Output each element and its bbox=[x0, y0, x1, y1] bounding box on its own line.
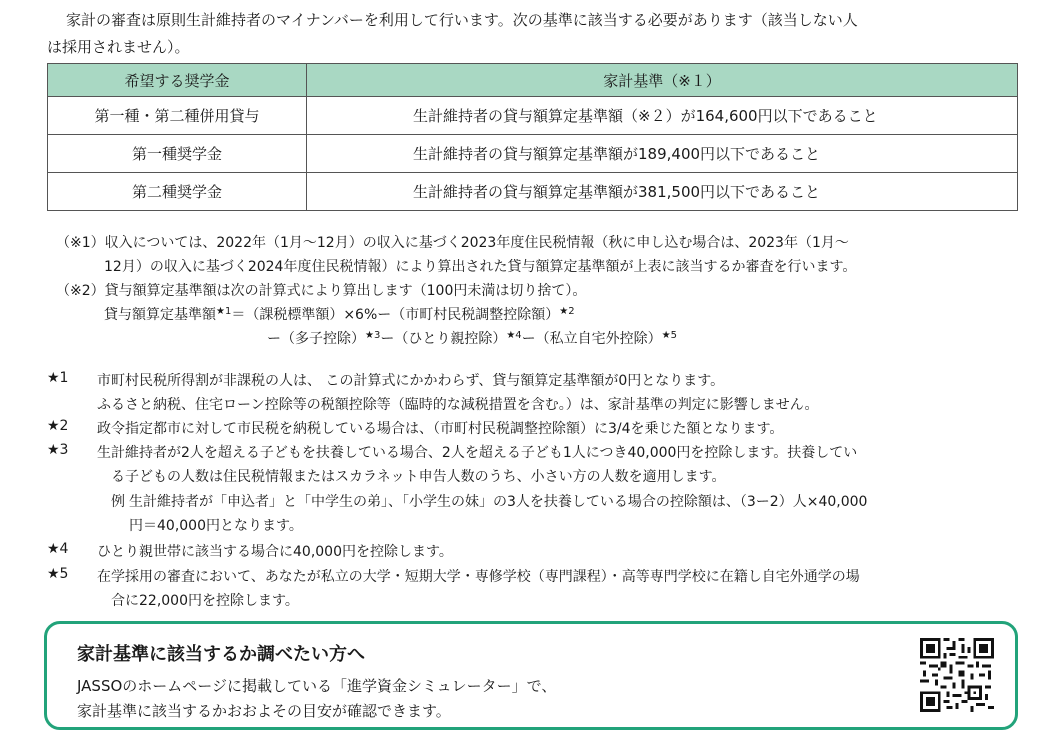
intro-line-1: 家計の審査は原則生計維持者のマイナンバーを利用して行います。次の基準に該当する必要があります（該当しない人 bbox=[66, 11, 858, 29]
intro-line-2: は採用されません）。 bbox=[47, 38, 190, 56]
household-criteria-table bbox=[47, 63, 1018, 211]
table-cell-criteria: 生計維持者の貸与額算定基準額が189,400円以下であること bbox=[307, 135, 1018, 173]
star-5-mark: ★5 bbox=[47, 566, 69, 582]
formula-term-4: ー（私立自宅外控除） bbox=[521, 331, 662, 347]
star-ref-2: ★2 bbox=[559, 306, 575, 317]
note-1-line-2: 12月）の収入に基づく2024年度住民税情報）により算出された貸与額算定基準額が上表に該当するか審査を行います。 bbox=[104, 259, 857, 275]
note-2-line-1: （※2）貸与額算定基準額は次の計算式により算出します（100円未満は切り捨て）。 bbox=[56, 283, 587, 299]
table-row bbox=[48, 97, 1018, 135]
star-ref-5: ★5 bbox=[661, 330, 677, 341]
star-3-line-2: る子どもの人数は住民税情報またはスカラネット申告人数のうち、小さい方の人数を適用します。 bbox=[111, 469, 726, 485]
star-3-mark: ★3 bbox=[47, 442, 69, 458]
qr-code-icon[interactable] bbox=[920, 638, 994, 712]
note-1-line-1: （※1）収入については、2022年（1月〜12月）の収入に基づく2023年度住民税情報（秋に申し込む場合は、2023年（1月〜 bbox=[56, 235, 849, 251]
table-row bbox=[48, 135, 1018, 173]
formula-line-1 bbox=[104, 304, 575, 324]
table-row bbox=[48, 173, 1018, 211]
table-header-criteria: 家計基準（※１） bbox=[307, 64, 1018, 97]
formula-term-2: ー（多子控除） bbox=[267, 331, 365, 347]
star-4-line-1: ひとり親世帯に該当する場合に40,000円を控除します。 bbox=[97, 544, 453, 560]
star-4-mark: ★4 bbox=[47, 541, 69, 557]
star-3-example-line-1: 生計維持者が「申込者」と「中学生の弟」、「小学生の妹」の3人を扶養している場合の控除額は、（3ー2）人×40,000 bbox=[129, 494, 868, 510]
star-ref-1: ★1 bbox=[216, 306, 232, 317]
star-1-line-2: ふるさと納税、住宅ローン控除等の税額控除等（臨時的な減税措置を含む。）は、家計基準の判定に影響しません。 bbox=[97, 397, 819, 413]
star-ref-4: ★4 bbox=[506, 330, 522, 341]
table-cell-criteria: 生計維持者の貸与額算定基準額（※２）が164,600円以下であること bbox=[307, 97, 1018, 135]
formula-term-3: ー（ひとり親控除） bbox=[380, 331, 507, 347]
simulator-title: 家計基準に該当するか調べたい方へ bbox=[77, 644, 365, 665]
star-1-line-1: 市町村民税所得割が非課税の人は、 この計算式にかかわらず、貸与額算定基準額が0円となります。 bbox=[97, 373, 725, 389]
simulator-text-line-1: JASSOのホームページに掲載している「進学資金シミュレーター」で、 bbox=[77, 677, 557, 695]
star-2-line-1: 政令指定都市に対して市民税を納税している場合は、（市町村民税調整控除額）に3/4を乗じた額となります。 bbox=[97, 421, 784, 437]
star-5-line-1: 在学採用の審査において、あなたが私立の大学・短期大学・専修学校（専門課程）・高等専門学校に在籍し自宅外通学の場 bbox=[97, 569, 860, 585]
table-cell-scholarship: 第二種奨学金 bbox=[48, 173, 307, 211]
table-cell-scholarship: 第一種奨学金 bbox=[48, 135, 307, 173]
formula-term-1: ＝（課税標準額）×6%ー（市町村民税調整控除額） bbox=[231, 307, 560, 323]
star-3-line-1: 生計維持者が2人を超える子どもを扶養している場合、2人を超える子ども1人につき40,000円を控除します。扶養してい bbox=[97, 445, 858, 461]
table-cell-criteria: 生計維持者の貸与額算定基準額が381,500円以下であること bbox=[307, 173, 1018, 211]
table-cell-scholarship: 第一種・第二種併用貸与 bbox=[48, 97, 307, 135]
formula-line-2 bbox=[267, 328, 677, 348]
star-1-mark: ★1 bbox=[47, 370, 69, 386]
star-5-line-2: 合に22,000円を控除します。 bbox=[111, 593, 299, 609]
simulator-info-box bbox=[44, 621, 1018, 730]
star-2-mark: ★2 bbox=[47, 418, 69, 434]
table-header-row bbox=[48, 64, 1018, 97]
star-3-example-label: 例 bbox=[111, 494, 125, 510]
simulator-text-line-2: 家計基準に該当するかおおよその目安が確認できます。 bbox=[77, 702, 451, 720]
formula-label: 貸与額算定基準額 bbox=[104, 307, 216, 323]
star-3-example-line-2: 円＝40,000円となります。 bbox=[129, 518, 303, 534]
star-ref-3: ★3 bbox=[365, 330, 381, 341]
table-header-scholarship: 希望する奨学金 bbox=[48, 64, 307, 97]
